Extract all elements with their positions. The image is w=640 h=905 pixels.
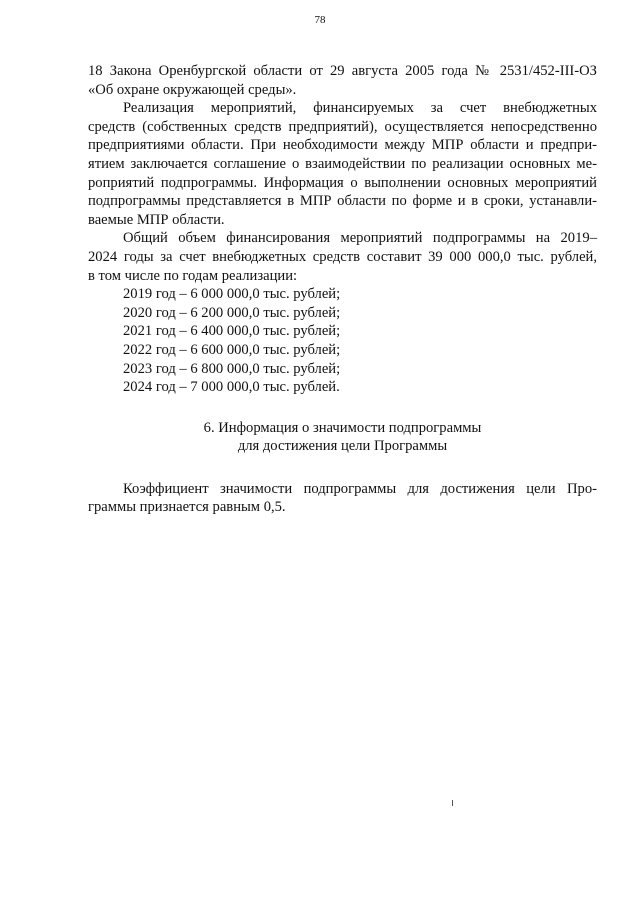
year-item: 2021 год – 6 400 000,0 тыс. рублей; xyxy=(123,323,341,340)
scan-mark xyxy=(452,800,453,806)
paragraph-significance xyxy=(88,480,597,517)
text-line: средств (собственных средств предприятий), осуществляется непосредственно xyxy=(88,118,597,135)
text-line: Коэффициент значимости подпрограммы для достижения цели Про- xyxy=(123,480,597,497)
paragraph-implementation xyxy=(88,99,597,229)
text-line: 18 Закона Оренбургской области от 29 августа 2005 года № 2531/452-III-ОЗ xyxy=(88,63,597,79)
text-line: ваемые МПР области. xyxy=(88,211,225,228)
year-item: 2023 год – 6 800 000,0 тыс. рублей; xyxy=(123,360,341,377)
text-line: граммы признается равным 0,5. xyxy=(88,499,286,516)
page-number: 78 xyxy=(314,14,326,26)
text-line: Реализация мероприятий, финансируемых за счет внебюджетных xyxy=(123,100,597,117)
year-item: 2019 год – 6 000 000,0 тыс. рублей; xyxy=(123,286,341,303)
text-line: ятием заключается соглашение о взаимодействии по реализации основных ме- xyxy=(88,155,597,172)
year-item: 2020 год – 6 200 000,0 тыс. рублей; xyxy=(123,304,341,321)
heading-line: для достижения цели Программы xyxy=(237,438,448,455)
section-heading xyxy=(88,419,597,456)
paragraph-law-reference xyxy=(88,62,597,99)
financing-by-year-list xyxy=(88,285,597,397)
heading-line: 6. Информация о значимости подпрограммы xyxy=(203,419,482,436)
text-line: роприятий подпрограммы. Информация о выполнении основных мероприятий xyxy=(88,174,597,191)
text-line: предприятиями области. При необходимости между МПР области и предпри- xyxy=(88,137,597,154)
text-line: в том числе по годам реализации: xyxy=(88,267,298,284)
document-body xyxy=(88,62,597,517)
year-item: 2024 год – 7 000 000,0 тыс. рублей. xyxy=(123,379,340,396)
text-line: Общий объем финансирования мероприятий подпрограммы на 2019– xyxy=(123,230,597,247)
paragraph-financing-total xyxy=(88,229,597,285)
text-line: подпрограммы представляется в МПР области по форме и в сроки, устанавли- xyxy=(88,193,597,210)
year-item: 2022 год – 6 600 000,0 тыс. рублей; xyxy=(123,341,341,358)
spacer xyxy=(88,456,597,480)
text-line: «Об охране окружающей среды». xyxy=(88,81,297,98)
text-line: 2024 годы за счет внебюджетных средств составит 39 000 000,0 тыс. рублей, xyxy=(88,248,597,265)
